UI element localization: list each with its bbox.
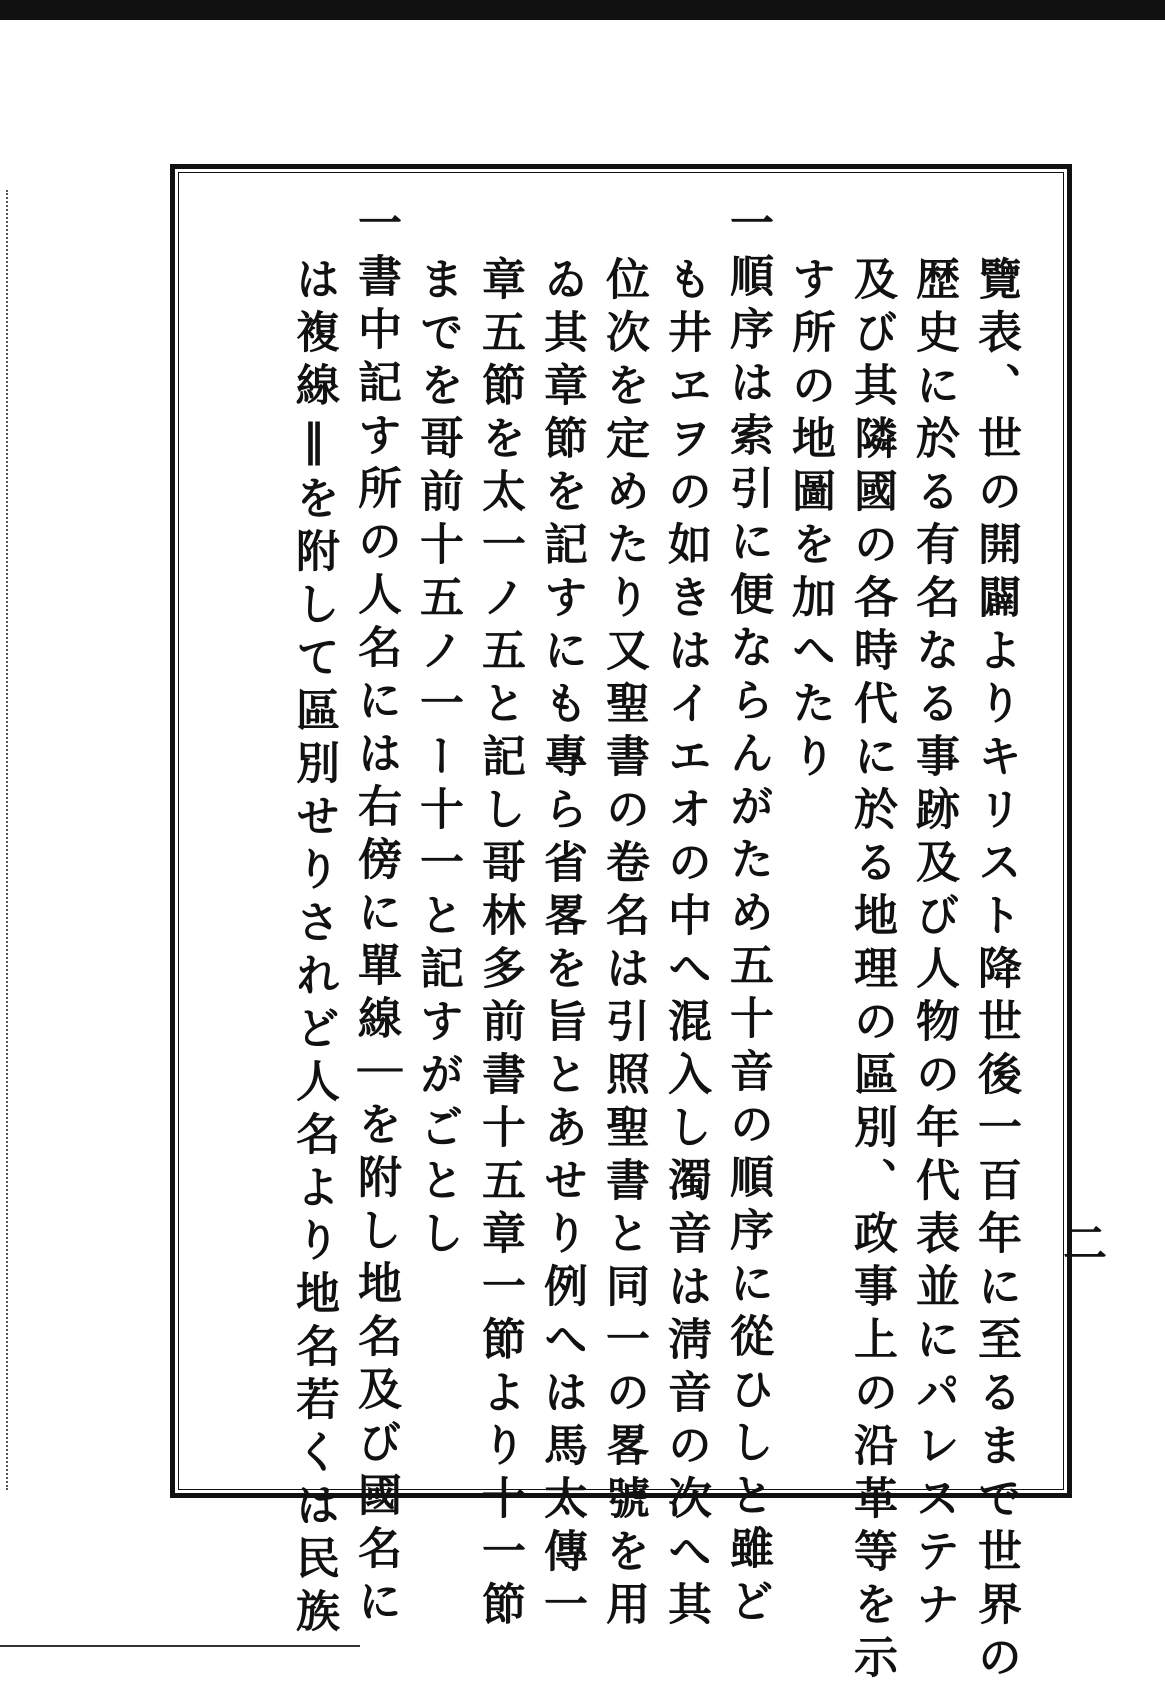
text-column-1: 覽表、世の開闢よりキリスト降世後一百年に至るまで世界の bbox=[970, 256, 1021, 1687]
text-column-4: す所の地圖を加へたり bbox=[784, 256, 835, 786]
text-column-9: 章五節を太一ノ五と記し哥林多前書十五章一節より十一節 bbox=[474, 256, 525, 1634]
text-column-11: 一書中記す所の人名には右傍に單線｜を附し地名及び國名に bbox=[350, 200, 401, 1631]
scan-left-edge bbox=[6, 190, 18, 1490]
text-column-7: 位次を定めたり又聖書の卷名は引照聖書と同一の畧號を用 bbox=[598, 256, 649, 1634]
scan-bottom-line bbox=[0, 1645, 360, 1647]
text-column-5: 一順序は索引に便ならんがため五十音の順序に從ひしと雖ど bbox=[722, 200, 773, 1631]
page-number: 二 bbox=[1055, 1220, 1106, 1264]
scan-top-border bbox=[0, 0, 1165, 20]
text-column-8: ゐ其章節を記すにも專ら省畧を旨とあせり例へは馬太傳一 bbox=[536, 256, 587, 1634]
vertical-text-body bbox=[196, 200, 1026, 1687]
text-column-12: は複線‖を附して區別せりされど人名より地名若くは民族 bbox=[288, 256, 339, 1641]
text-column-3: 及び其隣國の各時代に於る地理の區別、政事上の沿革等を示 bbox=[846, 256, 897, 1687]
text-column-10: までを哥前十五ノ一ー十一と記すがごとし bbox=[412, 256, 463, 1263]
text-column-6: も井ヱヲの如きはイエオの中へ混入し濁音は淸音の次へ其 bbox=[660, 256, 711, 1634]
text-column-2: 歴史に於る有名なる事跡及び人物の年代表並にパレステナ bbox=[908, 256, 959, 1634]
